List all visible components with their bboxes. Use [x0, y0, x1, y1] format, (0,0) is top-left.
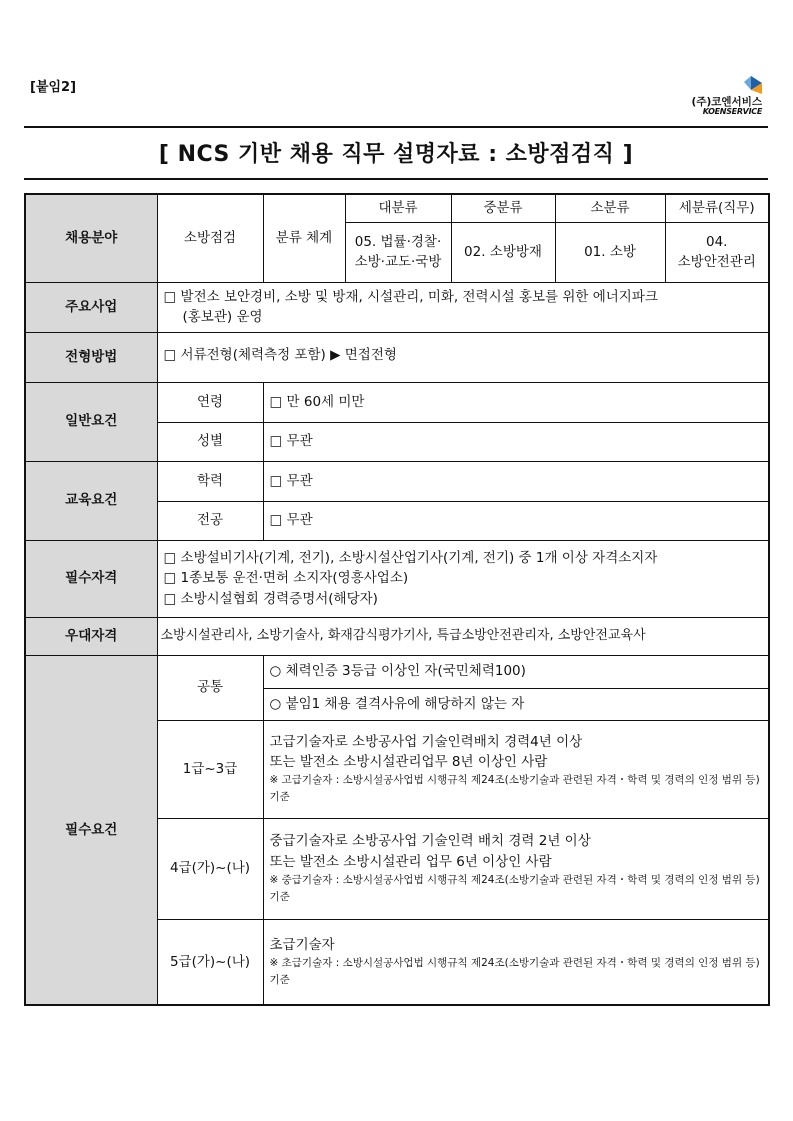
gender-label: 성별 — [157, 422, 263, 461]
selection-row — [25, 332, 769, 382]
field-label: 채용분야 — [25, 194, 157, 282]
grade1-line: 고급기술자로 소방공사업 기술인력배치 경력4년 이상 — [269, 733, 583, 750]
middle-category-header: 중분류 — [451, 194, 555, 222]
selection-label: 전형방법 — [25, 332, 157, 382]
major-category-header: 대분류 — [345, 194, 451, 222]
job-description-table — [24, 193, 770, 1006]
preferred-value: 소방시설관리사, 소방기술사, 화재감식평가기사, 특급소방안전관리자, 소방안전교육사 — [157, 617, 769, 655]
general-row — [25, 382, 769, 422]
business-row — [25, 282, 769, 332]
company-logo-subname: KOENSERVICE — [702, 107, 762, 116]
degree-value: □ 무관 — [263, 461, 769, 501]
minor-category-header: 소분류 — [555, 194, 665, 222]
grade4-note: ※ 중급기술자 : 소방시설공사업법 시행규칙 제24조(소방기술과 관련된 자격・학력 및 경력의 인정 범위 등) 기준 — [269, 873, 760, 903]
grade5-label: 5급(가)~(나) — [157, 919, 263, 1005]
middle-category-value: 02. 소방방재 — [451, 222, 555, 282]
education-row — [25, 461, 769, 501]
grade1-note: ※ 고급기술자 : 소방시설공사업법 시행규칙 제24조(소방기술과 관련된 자격・학력 및 경력의 인정 범위 등) 기준 — [269, 774, 760, 804]
grade4-label: 4급(가)~(나) — [157, 818, 263, 919]
grade5-line: 초급기술자 — [269, 936, 335, 953]
common-condition: ○ 체력인증 3등급 이상인 자(국민체력100) — [263, 655, 769, 688]
title-rule-bottom — [24, 178, 768, 180]
required-cert-line: □ 1종보통 운전·면허 소지자(영흥사업소) — [163, 570, 409, 587]
business-label: 주요사업 — [25, 282, 157, 332]
attachment-label: [붙임2] — [30, 80, 77, 95]
required-certs-label: 필수자격 — [25, 540, 157, 617]
required-certs-value — [157, 540, 769, 617]
grade4-line: 또는 발전소 소방시설관리 업무 6년 이상인 사람 — [269, 853, 552, 870]
required-cert-line: □ 소방시설협회 경력증명서(해당자) — [163, 590, 378, 607]
grade1-value — [263, 720, 769, 818]
education-label: 교육요건 — [25, 461, 157, 540]
company-logo-name: (주)코엔서비스 — [691, 96, 762, 108]
age-label: 연령 — [157, 382, 263, 422]
required-certs-row — [25, 540, 769, 617]
selection-value: □ 서류전형(체력측정 포함) ▶ 면접전형 — [157, 332, 769, 382]
grade5-note: ※ 초급기술자 : 소방시설공사업법 시행규칙 제24조(소방기술과 관련된 자격・학력 및 경력의 인정 범위 등) 기준 — [269, 957, 760, 986]
major-category-line: 소방·교도·국방 — [354, 254, 442, 270]
major-label: 전공 — [157, 501, 263, 540]
grade1-line: 또는 발전소 소방시설관리업무 8년 이상인 사람 — [269, 754, 548, 771]
detail-category-line: 04. — [706, 233, 728, 250]
detail-category-value — [665, 222, 769, 282]
classification-label: 분류 체계 — [263, 194, 345, 282]
detail-category-header: 세분류(직무) — [665, 194, 769, 222]
required-conditions-row — [25, 655, 769, 688]
field-row — [25, 194, 769, 222]
business-value — [157, 282, 769, 332]
field-value: 소방점검 — [157, 194, 263, 282]
title-rule-top — [24, 126, 768, 128]
required-conditions-label: 필수요건 — [25, 655, 157, 1005]
business-line: (홍보관) 운영 — [182, 309, 263, 325]
business-line: □ 발전소 보안경비, 소방 및 방재, 시설관리, 미화, 전력시설 홍보를 위한 에너지파크 — [163, 288, 658, 305]
common-label: 공통 — [157, 655, 263, 720]
general-label: 일반요건 — [25, 382, 157, 461]
degree-label: 학력 — [157, 461, 263, 501]
company-logo — [686, 74, 766, 122]
page-title: [ NCS 기반 채용 직무 설명자료 : 소방점검직 ] — [158, 142, 634, 167]
major-value: □ 무관 — [263, 501, 769, 540]
age-value: □ 만 60세 미만 — [263, 382, 769, 422]
major-category-line: 05. 법률·경찰· — [354, 233, 442, 250]
required-cert-line: □ 소방설비기사(기계, 전기), 소방시설산업기사(기계, 전기) 중 1개 이상 자격소지자 — [163, 550, 658, 567]
grade4-line: 중급기술자로 소방공사업 기술인력 배치 경력 2년 이상 — [269, 833, 591, 850]
grade4-value — [263, 818, 769, 919]
minor-category-value: 01. 소방 — [555, 222, 665, 282]
gender-value: □ 무관 — [263, 422, 769, 461]
grade5-value — [263, 919, 769, 1005]
major-category-value — [345, 222, 451, 282]
common-condition: ○ 붙임1 채용 결격사유에 해당하지 않는 자 — [263, 688, 769, 720]
detail-category-line: 소방안전관리 — [677, 254, 756, 270]
grade1-label: 1급~3급 — [157, 720, 263, 818]
preferred-label: 우대자격 — [25, 617, 157, 655]
preferred-row — [25, 617, 769, 655]
